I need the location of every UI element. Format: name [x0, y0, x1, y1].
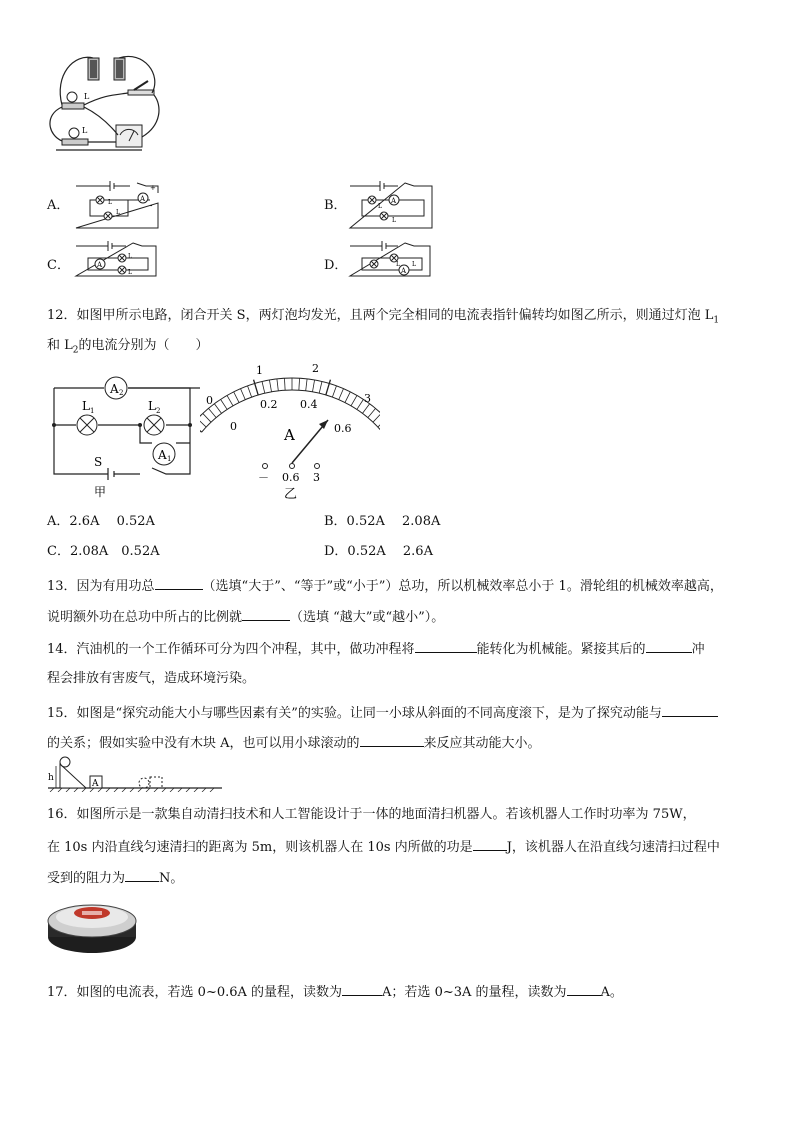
l1-label: L: [82, 399, 90, 413]
l2-sub: 2: [156, 407, 161, 415]
dial-tick: [203, 413, 211, 422]
q16-question-line-3: [47, 869, 183, 887]
q17-text: 17．如图的电流表，若选 0~0.6A 的量程，读数为: [47, 985, 343, 1000]
q14-text: 程会排放有害废气，造成环境污染。: [47, 671, 256, 686]
q12-sub: 2: [72, 345, 79, 356]
dial-tick: [208, 408, 216, 417]
dial-tick: [339, 389, 344, 400]
dial-tick: [373, 413, 380, 422]
q12-question-line-2: [47, 338, 209, 359]
q16-blank-2[interactable]: [125, 869, 159, 882]
q17-blank-1[interactable]: [342, 983, 382, 996]
figure-jia-caption: 甲: [94, 485, 107, 499]
q13-blank-2[interactable]: [242, 608, 290, 621]
q12-text: 12．如图甲所示电路，闭合开关 S，两灯泡均发光，且两个完全相同的电流表指针偏转均如图乙所示，则通过灯泡 L: [47, 308, 714, 323]
dial-tick: [345, 392, 350, 403]
q11-option-b-label[interactable]: B．: [324, 198, 347, 213]
switch-s-label: S: [94, 455, 103, 469]
block-ghost: [150, 777, 162, 788]
ammeter-label: A: [401, 267, 407, 275]
q11-option-a-circuit[interactable]: [74, 178, 164, 233]
switch-icon: [128, 81, 154, 95]
dial-tick: [262, 382, 265, 394]
a1-sub: 1: [167, 455, 172, 463]
dial-tick: [299, 378, 300, 390]
bulb-icon: [62, 92, 84, 109]
q16-text: 受到的阻力为: [47, 871, 126, 886]
dial-unit-label: A: [284, 426, 295, 444]
dial-tick: [306, 379, 307, 391]
q16-text: N。: [159, 871, 184, 886]
q17-text: A。: [600, 985, 623, 1000]
l1-sub: 1: [90, 407, 95, 415]
dial-tick: [362, 404, 369, 414]
a2-sub: 2: [119, 389, 124, 397]
q11-fig-l2-label: L: [82, 126, 88, 135]
terminal-icon: [315, 464, 320, 469]
dial-tick: [234, 392, 239, 403]
ammeter-icon: [116, 125, 142, 147]
height-label-h: h: [48, 773, 54, 783]
dial-bottom-0: 0: [230, 420, 237, 433]
dial-tick: [221, 399, 228, 409]
l1-label: L: [128, 269, 132, 276]
q15-question-line-2: [47, 734, 541, 752]
terminal-icon: [290, 464, 295, 469]
dial-tick: [319, 382, 322, 394]
q12-question-line-1: [47, 308, 719, 329]
q11-option-c-circuit[interactable]: [74, 240, 164, 280]
ball-icon: [60, 757, 70, 767]
q12-sub: 1: [713, 315, 720, 326]
q12-ammeter-dial-figure-yi: [200, 358, 380, 503]
l1-label: L: [108, 199, 112, 206]
dial-tick: [368, 408, 376, 417]
q12-option-d[interactable]: D．0.52A 2.6A: [324, 544, 433, 559]
q13-text: （选填“大于”、“等于”或“小于”）总功，所以机械效率总小于 1。滑轮组的机械效率越高，: [202, 579, 723, 594]
q16-blank-1[interactable]: [473, 838, 507, 851]
q13-question-line-1: [47, 577, 723, 595]
dial-bottom-3: 0.6: [334, 422, 352, 435]
q11-option-d-circuit[interactable]: [348, 240, 438, 280]
dial-top-3: 3: [364, 392, 371, 405]
dial-tick: [277, 379, 278, 391]
q11-option-b-circuit[interactable]: [348, 178, 438, 233]
q17-text: A；若选 0~3A 的量程，读数为: [382, 985, 567, 1000]
dial-tick: [200, 422, 202, 432]
dial-arc: [200, 378, 380, 424]
dial-tick: [241, 389, 246, 400]
dial-top-1: 1: [256, 364, 263, 377]
q12-option-c[interactable]: C．2.08A 0.52A: [47, 544, 160, 559]
ball-ghost-icon: [139, 778, 149, 788]
q11-physical-circuit-figure: [44, 55, 164, 160]
q14-blank-1[interactable]: [415, 640, 477, 653]
q15-blank-2[interactable]: [360, 734, 424, 747]
q15-ramp-figure: [46, 756, 226, 792]
dial-tick: [254, 380, 259, 395]
q11-option-a-label[interactable]: A．: [47, 198, 70, 213]
terminal-icon: [263, 464, 268, 469]
q13-text: （选填 “越大”或“越小”）。: [290, 610, 445, 625]
q11-option-c-label[interactable]: C．: [47, 258, 70, 273]
ammeter-label: A: [97, 261, 103, 269]
q11-fig-l1-label: L: [84, 92, 90, 101]
q12-text: 的电流分别为（ ）: [78, 338, 209, 353]
ammeter-label: A: [391, 197, 397, 205]
l2-label: L: [392, 217, 396, 224]
q16-robot-vacuum-image: [46, 895, 138, 957]
q16-text: 16．如图所示是一款集自动清扫技术和人工智能设计于一体的地面清扫机器人。若该机器人工作时功率为 75W，: [47, 807, 696, 822]
q15-question-line-1: [47, 704, 718, 722]
l1-label: L: [378, 203, 382, 210]
a1-label: A: [158, 448, 167, 462]
q13-question-line-2: [47, 608, 444, 626]
a2-label: A: [110, 382, 119, 396]
l1-label: L: [412, 261, 416, 268]
dial-top-2: 2: [312, 362, 319, 375]
figure-yi-caption: 乙: [284, 487, 298, 502]
q14-text: 能转化为机械能。紧接其后的: [476, 642, 646, 657]
dial-bottom-1: 0.2: [260, 398, 278, 411]
q14-question-line-2: [47, 671, 255, 687]
dial-tick: [326, 380, 331, 395]
q17-question-line: [47, 983, 623, 1001]
q15-text: 15．如图是“探究动能大小与哪些因素有关”的实验。让同一小球从斜面的不同高度滚下，是为了探究动能与: [47, 706, 662, 721]
q14-text: 14．汽油机的一个工作循环可分为四个冲程，其中，做功冲程将: [47, 642, 415, 657]
dial-tick: [312, 380, 314, 392]
dial-tick: [357, 399, 364, 409]
q16-question-line-1: [47, 807, 696, 823]
q14-question-line-1: [47, 640, 705, 658]
dial-tick: [378, 419, 380, 427]
q13-text: 13．因为有用功总: [47, 579, 155, 594]
terminal-0-6: 0.6: [282, 471, 300, 484]
dial-tick: [214, 404, 221, 414]
q12-circuit-figure-jia: [40, 368, 200, 503]
ammeter-label: A: [140, 195, 146, 203]
q15-text: 来反应其动能大小。: [423, 736, 541, 751]
q16-text: J，该机器人在沿直线匀速清扫过程中: [506, 840, 720, 855]
l2-label: L: [148, 399, 156, 413]
dial-tick: [269, 380, 271, 392]
q17-blank-2[interactable]: [567, 983, 601, 996]
battery-icon: [88, 58, 125, 80]
l2-label: L: [116, 209, 120, 216]
q12-option-b[interactable]: B．0.52A 2.08A: [324, 514, 441, 529]
l2-label: L: [396, 261, 400, 268]
q13-blank-1[interactable]: [155, 577, 203, 590]
dial-tick: [227, 395, 233, 405]
minus-sign: -: [150, 202, 153, 210]
q16-text: 在 10s 内沿直线匀速清扫的距离为 5m，则该机器人在 10s 内所做的功是: [47, 840, 473, 855]
dial-scale: [200, 378, 380, 432]
dial-tick: [351, 395, 357, 405]
dial-tick: [248, 386, 252, 397]
q12-text: 和 L: [47, 338, 73, 353]
q14-blank-2[interactable]: [646, 640, 692, 653]
terminal-3: 3: [313, 471, 320, 484]
q15-text: 的关系；假如实验中没有木块 A，也可以用小球滚动的: [47, 736, 360, 751]
q13-text: 说明额外功在总功中所占的比例就: [47, 610, 243, 625]
q14-text: 冲: [691, 642, 705, 657]
q15-blank-1[interactable]: [662, 704, 718, 717]
q11-option-d-label[interactable]: D．: [324, 258, 348, 273]
block-a-label: A: [92, 779, 99, 789]
dial-tick: [200, 419, 206, 427]
q12-option-a[interactable]: A．2.6A 0.52A: [47, 514, 155, 529]
dial-tick: [332, 386, 336, 397]
dial-top-0: 0: [206, 394, 213, 407]
q16-question-line-2: [47, 838, 720, 856]
dial-tick: [284, 378, 285, 390]
dial-bottom-2: 0.4: [300, 398, 318, 411]
plus-sign: +: [150, 184, 156, 192]
l2-label: L: [128, 253, 132, 260]
terminal-minus: －: [258, 471, 269, 484]
